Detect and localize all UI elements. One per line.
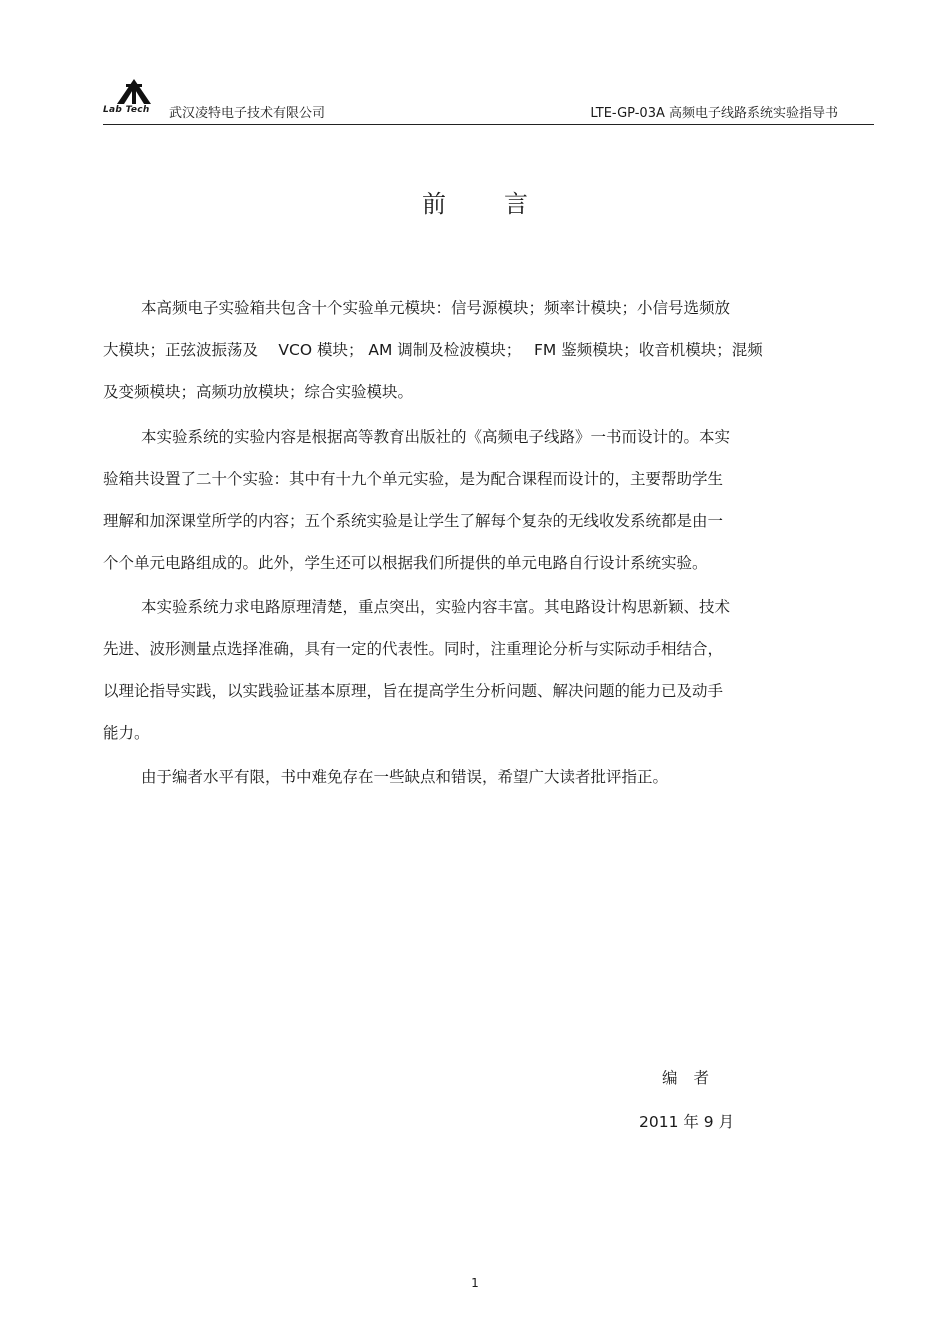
paragraph-line: 大模块；正弦波振荡及 VCO 模块； AM 调制及检波模块； FM 鉴频模块；收音机模块；混频 bbox=[103, 341, 763, 359]
document-title: LTE-GP-03A 高频电子线路系统实验指导书 bbox=[590, 106, 838, 121]
paragraph-line: 由于编者水平有限，书中难免存在一些缺点和错误，希望广大读者批评指正。 bbox=[141, 768, 669, 786]
page-title: 前言 bbox=[422, 190, 586, 218]
paragraph-line: 理解和加深课堂所学的内容；五个系统实验是让学生了解每个复杂的无线收发系统都是由一 bbox=[103, 512, 724, 530]
page-number: 1 bbox=[471, 1276, 479, 1290]
paragraph-line: 能力。 bbox=[103, 724, 150, 742]
paragraph-line: 本实验系统的实验内容是根据高等教育出版社的《高频电子线路》一书而设计的。本实 bbox=[141, 428, 731, 446]
paragraph-line: 先进、波形测量点选择准确，具有一定的代表性。同时，注重理论分析与实际动手相结合， bbox=[103, 640, 724, 658]
lab-tech-logo-mark-icon bbox=[111, 78, 157, 106]
paragraph-line: 本高频电子实验箱共包含十个实验单元模块：信号源模块；频率计模块；小信号选频放 bbox=[141, 299, 731, 317]
paragraph-line: 及变频模块；高频功放模块；综合实验模块。 bbox=[103, 383, 414, 401]
paragraph-2 bbox=[103, 416, 730, 584]
author-signature: 编者 bbox=[662, 1069, 726, 1087]
paragraph-3 bbox=[103, 586, 730, 754]
paragraph-line: 个个单元电路组成的。此外，学生还可以根据我们所提供的单元电路自行设计系统实验。 bbox=[103, 554, 708, 572]
header-divider bbox=[103, 124, 874, 125]
company-name: 武汉凌特电子技术有限公司 bbox=[169, 106, 326, 121]
logo-text: Lab Tech bbox=[103, 105, 150, 115]
paragraph-1 bbox=[103, 287, 763, 413]
page-header bbox=[103, 78, 874, 126]
paragraph-line: 验箱共设置了二十个实验：其中有十九个单元实验，是为配合课程而设计的，主要帮助学生 bbox=[103, 470, 724, 488]
paragraph-line: 本实验系统力求电路原理清楚，重点突出，实验内容丰富。其电路设计构思新颖、技术 bbox=[141, 598, 731, 616]
paragraph-line: 以理论指导实践，以实践验证基本原理，旨在提高学生分析问题、解决问题的能力已及动手 bbox=[103, 682, 724, 700]
lab-tech-logo bbox=[103, 78, 165, 118]
paragraph-4 bbox=[103, 756, 668, 798]
signature-date: 2011 年 9 月 bbox=[639, 1113, 735, 1131]
